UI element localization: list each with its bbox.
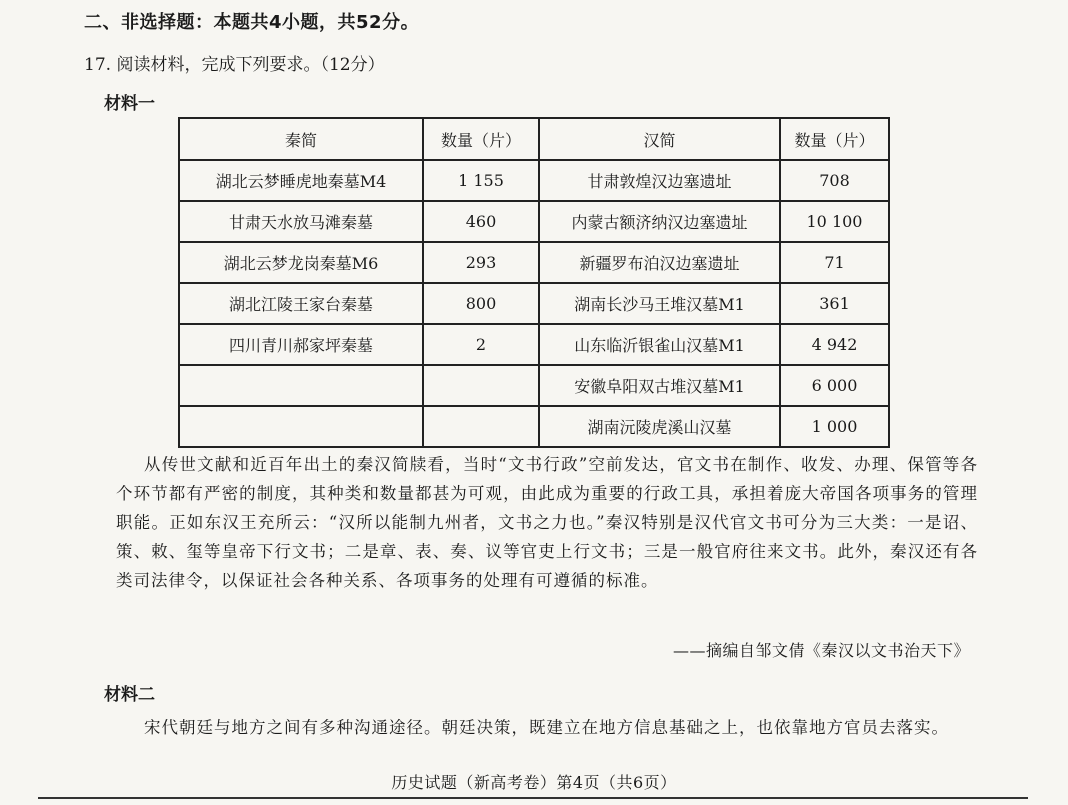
header-qin-count: 数量（片） (423, 118, 539, 160)
qin-site (179, 406, 423, 447)
han-site: 湖南长沙马王堆汉墓M1 (539, 283, 780, 324)
qin-count (423, 406, 539, 447)
han-count: 4 942 (780, 324, 889, 365)
material-two-paragraph: 宋代朝廷与地方之间有多种沟通途径。朝廷决策，既建立在地方信息基础之上，也依靠地方官员去落实。 (144, 718, 949, 737)
header-han-count: 数量（片） (780, 118, 889, 160)
qin-count: 800 (423, 283, 539, 324)
qin-site: 湖北云梦龙岗秦墓M6 (179, 242, 423, 283)
han-site: 安徽阜阳双古堆汉墓M1 (539, 365, 780, 406)
qin-count: 2 (423, 324, 539, 365)
material-one-label: 材料一 (104, 94, 155, 114)
table-header-row (179, 118, 889, 160)
han-count: 71 (780, 242, 889, 283)
question-title: 17. 阅读材料，完成下列要求。（12分） (84, 55, 385, 75)
table-row (179, 283, 889, 324)
material-two-label: 材料二 (104, 685, 155, 705)
qin-site (179, 365, 423, 406)
han-site: 内蒙古额济纳汉边塞遗址 (539, 201, 780, 242)
material-one-paragraph: 从传世文献和近百年出土的秦汉简牍看，当时“文书行政”空前发达，官文书在制作、收发、办理、保管等各个环节都有严密的制度，其种类和数量都甚为可观，由此成为重要的行政工具，承担着庞大帝国各项事务的管理职能。正如东汉王充所云：“汉所以能制九州者，文书之力也。”秦汉特别是汉代官文书可分为三大类：一是诏、策、敕、玺等皇帝下行文书；二是章、表、奏、议等官吏上行文书；三是一般官府往来文书。此外，秦汉还有各类司法律令，以保证社会各种关系、各项事务的处理有可遵循的标准。 (116, 455, 978, 590)
han-site: 湖南沅陵虎溪山汉墓 (539, 406, 780, 447)
han-count: 1 000 (780, 406, 889, 447)
table-row (179, 242, 889, 283)
han-site: 新疆罗布泊汉边塞遗址 (539, 242, 780, 283)
table-row (179, 160, 889, 201)
table-row (179, 201, 889, 242)
qin-site: 湖北云梦睡虎地秦墓M4 (179, 160, 423, 201)
qin-site: 甘肃天水放马滩秦墓 (179, 201, 423, 242)
footer-divider (38, 797, 1028, 799)
han-count: 708 (780, 160, 889, 201)
han-site: 甘肃敦煌汉边塞遗址 (539, 160, 780, 201)
table-row (179, 406, 889, 447)
han-count: 6 000 (780, 365, 889, 406)
han-count: 361 (780, 283, 889, 324)
qin-site: 四川青川郝家坪秦墓 (179, 324, 423, 365)
han-site: 山东临沂银雀山汉墓M1 (539, 324, 780, 365)
table-row (179, 365, 889, 406)
page-footer: 历史试题（新高考卷）第4页（共6页） (391, 773, 677, 792)
qin-count: 293 (423, 242, 539, 283)
header-qin-slips: 秦简 (179, 118, 423, 160)
qin-count: 1 155 (423, 160, 539, 201)
header-han-slips: 汉简 (539, 118, 780, 160)
qin-count: 460 (423, 201, 539, 242)
slips-table (178, 117, 890, 448)
han-count: 10 100 (780, 201, 889, 242)
table-row (179, 324, 889, 365)
section-title: 二、非选择题：本题共4小题，共52分。 (84, 12, 420, 33)
qin-site: 湖北江陵王家台秦墓 (179, 283, 423, 324)
source-citation: ——摘编自邹文倩《秦汉以文书治天下》 (672, 641, 970, 660)
qin-count (423, 365, 539, 406)
